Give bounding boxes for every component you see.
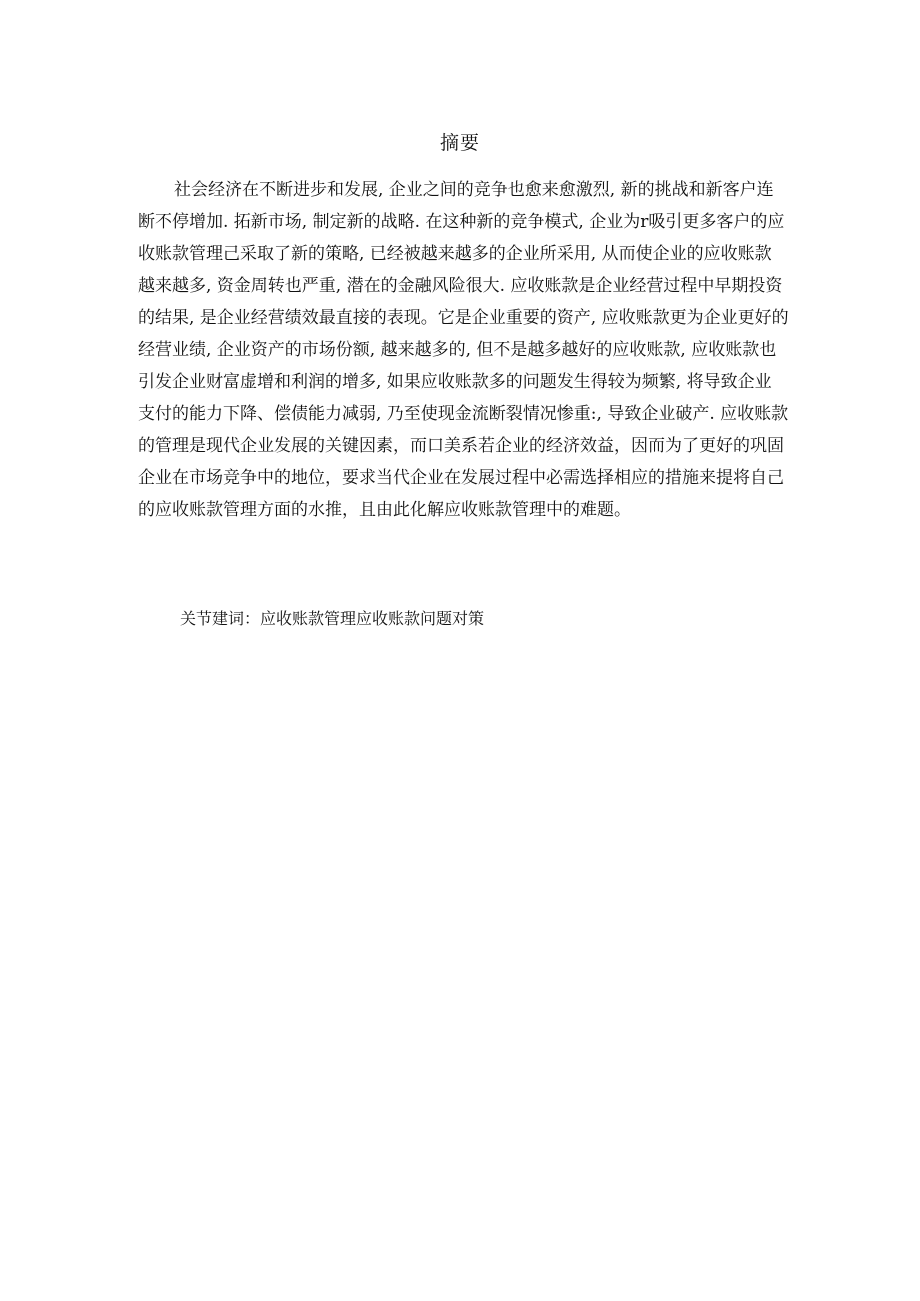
abstract-line: 的管理是现代企业发展的关键因素，而口美系若企业的经济效益，因而为了更好的巩固 (138, 436, 784, 456)
abstract-line: 引发企业财富虚增和利润的增多, 如果应收账款多的问题发生得较为频繁, 将导致企业 (138, 372, 772, 392)
abstract-line: 社会经济在不断进步和发展, 企业之间的竞争也愈来愈激烈, 新的挑战和新客户连 (174, 180, 774, 200)
abstract-line: 的结果, 是企业经营绩效最直接的表现。它是企业重要的资产, 应收账款更为企业更好的 (138, 308, 789, 328)
abstract-line: 经营业绩, 企业资产的市场份额, 越来越多的, 但不是越多越好的应收账款, 应收账款也 (138, 340, 777, 360)
abstract-line: 支付的能力下降、偿债能力减弱, 乃至使现金流断裂情况惨重:, 导致企业破产. 应收账款 (138, 404, 789, 424)
abstract-title: 摘要 (439, 132, 480, 154)
abstract-body (138, 174, 798, 526)
abstract-line: 越来越多, 资金周转也严重, 潜在的金融风险很大. 应收账款是企业经营过程中早期投资 (138, 276, 783, 296)
abstract-line: 断不停增加. 拓新市场, 制定新的战略. 在这种新的竞争模式, 企业为r吸引更多客户的应 (138, 212, 785, 232)
abstract-line: 企业在市场竞争中的地位，要求当代企业在发展过程中必需选择相应的措施来提将自己 (138, 468, 784, 488)
abstract-line: 收账款管理己采取了新的策略, 已经被越来越多的企业所采用, 从而使企业的应收账款 (138, 244, 772, 264)
keywords-line: 关节建词：应收账款管理应收账款问题对策 (180, 609, 485, 628)
abstract-line: 的应收账款管理方面的水推，且由此化解应收账款管理中的难题。 (138, 500, 631, 520)
